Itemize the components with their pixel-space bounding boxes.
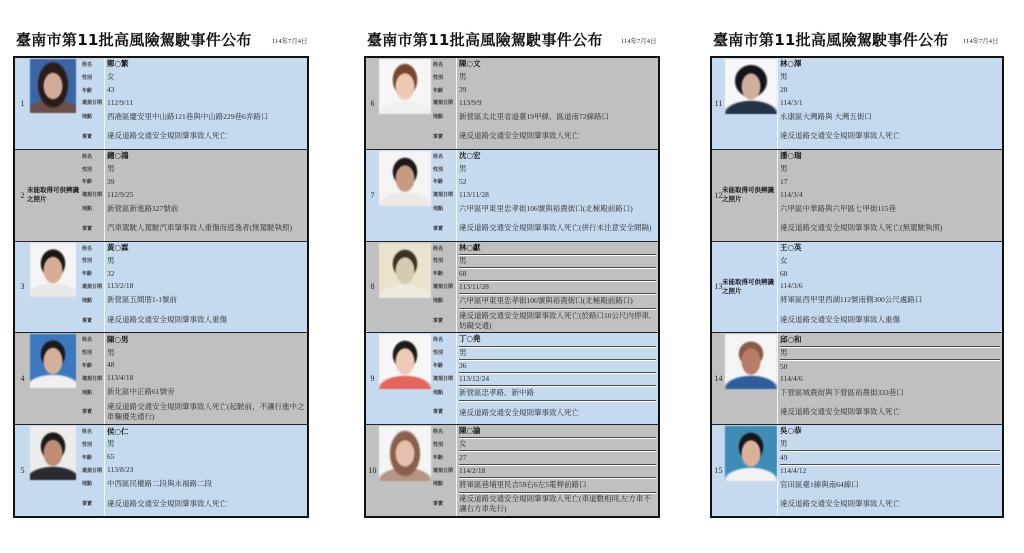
incident-row [15,242,307,333]
driver-name: 陳○文 [459,59,481,69]
label-gender: 性別 [82,74,93,81]
page-1 [0,0,330,553]
driver-name: 陳○男 [107,334,129,344]
field-labels [431,150,456,241]
label-fact: 事實 [82,409,93,416]
field-values [777,333,1002,424]
blurred-face-photo [379,334,431,389]
driver-name: 黃○霖 [107,243,129,252]
driver-gender: 男 [107,255,115,265]
driver-gender: 女 [459,438,656,451]
label-fact: 事實 [433,317,444,324]
page-3 [696,0,1024,553]
photo-cell [379,242,431,333]
row-number: 3 [20,282,25,292]
row-number: 11 [714,98,723,108]
label-age: 年齡 [82,362,93,369]
violation-date: 114/3/1 [780,97,803,107]
incident-table [710,56,1004,518]
field-labels [431,333,456,424]
publish-date: 114年7月4日 [963,38,999,45]
violation-fact: 違反道路交通安全規則肇事致人死亡(車道數相同,左方車不讓右方車先行) [459,494,651,514]
driver-name: 潘○瑞 [780,151,802,161]
label-fact: 事實 [433,501,444,508]
label-age: 年齡 [82,271,93,278]
field-values [777,150,1002,241]
label-age: 年齡 [82,454,93,461]
label-location: 地點 [82,481,93,488]
page-title: 臺南市第11批高風險駕駛事件公布 [713,31,949,49]
violation-fact: 違反道路交通安全規則肇事致人重傷 [780,315,900,325]
photo-cell [379,333,431,424]
label-date: 違規日期 [433,467,454,474]
field-labels [431,58,456,149]
label-location: 地點 [82,206,93,212]
field-labels [80,242,104,333]
driver-gender: 男 [107,164,115,174]
incident-row [15,150,307,241]
blurred-face-photo [379,151,431,206]
label-gender: 性別 [82,441,93,448]
driver-age: 68 [459,268,656,281]
label-location: 地點 [82,389,93,396]
label-fact: 事實 [433,225,444,232]
violation-location: 六甲區甲東里忠孝街106號與裕農街口(北極殿前路口) [459,203,633,213]
label-gender: 性別 [82,350,93,357]
field-values [777,242,1002,333]
incident-row [15,333,307,424]
violation-fact: 違反道路交通安全規則肇事致人重傷 [107,315,227,325]
driver-name: 侯○仁 [107,426,129,436]
violation-fact: 違反道路交通安全規則肇事致人死亡 [780,407,900,417]
blurred-face-photo [725,59,777,114]
violation-location: 中西區民權路二段與永福路二段 [107,478,212,488]
driver-gender: 女 [780,255,788,265]
violation-date: 114/2/18 [459,465,656,478]
field-values [456,242,658,333]
driver-gender: 男 [459,255,656,268]
violation-location: 六甲區甲東里忠孝街106號與裕農街口(北極殿前路口) [459,294,656,309]
label-gender: 性別 [82,166,93,173]
no-photo-note: 未能取得可供辨識之照片 [722,186,774,204]
violation-date: 114/4/12 [780,466,807,476]
driver-gender: 男 [459,72,467,82]
photo-cell [30,333,80,424]
label-location: 地點 [82,297,93,304]
blurred-face-photo [30,243,76,297]
label-fact: 事實 [433,133,444,140]
row-number: 15 [714,466,723,476]
violation-fact: 違反道路交通安全規則肇事致人死亡(於路口10公尺內停車,妨礙交通) [459,310,651,330]
label-location: 地點 [433,481,444,488]
label-age: 年齡 [82,87,93,94]
label-name: 姓名 [433,429,444,436]
violation-fact: 違反道路交通安全規則肇事致人死亡 [459,407,579,417]
photo-cell [379,425,431,516]
violation-location: 新營區忠孝路、新中路 [459,386,656,401]
violation-location: 將軍區巷埔里民吉59右6左5電桿前路口 [459,478,656,493]
field-values [456,333,658,424]
page-2 [350,0,680,553]
label-gender: 性別 [433,166,444,173]
row-number: 12 [714,190,723,200]
label-gender: 性別 [433,258,444,265]
label-age: 年齡 [433,179,444,186]
row-number: 10 [368,466,377,476]
driver-name: 邱○和 [780,333,1000,347]
violation-location: 新營區新進路327號前 [107,203,179,213]
driver-name: 林○澤 [780,59,802,69]
label-fact: 事實 [433,409,444,416]
label-age: 年齡 [433,362,444,369]
violation-date: 113/8/23 [107,465,134,475]
driver-name: 沈○宏 [459,151,481,161]
photo-cell [722,242,777,333]
field-values [777,425,1002,516]
label-fact: 事實 [82,225,93,232]
driver-gender: 男 [780,438,1000,452]
violation-date: 113/2/18 [107,281,134,291]
label-date: 違規日期 [82,192,103,199]
label-location: 地點 [82,114,93,121]
violation-fact: 汽車駕駛人駕駛汽車肇事致人重傷而逃逸者(無駕駛執照) [107,223,292,233]
driver-age: 32 [107,268,115,278]
label-fact: 事實 [82,501,93,508]
publish-date: 114年7月4日 [621,38,657,45]
field-labels [431,425,456,516]
driver-gender: 男 [107,347,115,357]
field-values [456,150,658,241]
violation-fact: 違反道路交通安全規則肇事致人死亡 [780,131,900,141]
label-location: 地點 [433,114,444,121]
incident-row [366,242,658,333]
label-name: 姓名 [82,61,93,68]
incident-row [712,150,1002,241]
driver-name: 吳○恭 [780,426,802,436]
driver-age: 39 [459,85,467,95]
blurred-face-photo [379,426,431,481]
violation-date: 112/9/11 [107,97,134,107]
photo-cell [725,425,777,516]
violation-fact: 違反道路交通安全規則肇事致人死亡 [780,498,900,508]
field-values [104,58,307,149]
row-number: 8 [370,282,375,292]
label-date: 違規日期 [82,283,103,290]
label-gender: 性別 [433,350,444,357]
label-age: 年齡 [433,271,444,278]
violation-fact: 違反道路交通安全規則肇事致人死亡 [459,131,579,141]
driver-age: 68 [780,268,788,278]
field-labels [80,150,104,241]
driver-age: 39 [107,176,115,186]
driver-age: 50 [780,361,788,371]
violation-date: 113/4/18 [107,373,134,383]
driver-gender: 男 [459,164,467,174]
incident-row [712,58,1002,149]
label-date: 違規日期 [433,192,454,199]
field-labels [80,58,104,149]
incident-row [15,425,307,516]
photo-cell [27,150,80,241]
driver-age: 52 [459,176,467,186]
driver-gender: 男 [459,347,656,360]
driver-gender: 女 [107,72,115,82]
driver-name: 鐘○鴻 [107,151,129,161]
label-date: 違規日期 [82,467,103,474]
violation-location: 永康區大灣路與 大灣五街口 [780,111,872,121]
label-location: 地點 [433,206,444,212]
label-name: 姓名 [82,429,93,436]
label-name: 姓名 [82,337,93,344]
label-fact: 事實 [82,317,93,324]
row-number: 4 [20,374,25,384]
driver-age: 65 [107,452,115,462]
label-name: 姓名 [82,245,93,252]
violation-date: 113/11/28 [459,189,489,199]
driver-age: 27 [459,451,656,464]
violation-fact: 違反道路交通安全規則肇事致人死亡(起駛前，不讓行進中之車輛優先通行) [107,401,305,421]
label-name: 姓名 [433,245,444,252]
incident-row [366,150,658,241]
incident-row [15,58,307,149]
incident-table [364,56,660,518]
field-values [104,425,307,516]
field-values [104,150,307,241]
violation-date: 113/11/28 [459,281,656,294]
label-gender: 性別 [433,441,444,448]
violation-date: 114/3/4 [780,189,803,199]
driver-age: 48 [107,360,115,370]
driver-name: 王○英 [780,243,802,252]
violation-location: 官田區臺1線與南64線口 [780,479,859,489]
no-photo-note: 未能取得可供辨識之照片 [27,186,79,204]
violation-location: 新化區中正路61號旁 [107,387,175,397]
violation-location: 西港區慶安里中山路121巷與中山路229巷6弄路口 [107,111,269,121]
photo-cell [725,333,777,424]
violation-date: 113/9/9 [459,97,482,107]
label-gender: 性別 [433,74,444,81]
violation-location: 下營區城農街與下營區裕農街333巷口 [780,387,904,397]
field-labels [80,425,104,516]
label-age: 年齡 [82,179,93,186]
label-date: 違規日期 [82,100,103,107]
field-values [104,333,307,424]
photo-cell [722,150,777,241]
driver-age: 28 [780,85,788,95]
blurred-face-photo [30,426,76,480]
driver-age: 49 [780,451,1000,465]
photo-cell [725,58,777,149]
violation-date: 114/3/6 [780,281,803,291]
row-number: 9 [370,374,375,384]
label-name: 姓名 [433,61,444,68]
row-number: 6 [370,98,375,108]
label-date: 違規日期 [433,283,454,290]
blurred-face-photo [30,334,76,388]
label-location: 地點 [433,389,444,396]
driver-age: 36 [459,360,656,373]
driver-name: 鄭○繁 [107,59,129,69]
blurred-face-photo [725,334,777,389]
photo-cell [379,58,431,149]
violation-date: 113/12/24 [459,373,656,386]
incident-row [366,425,658,516]
row-number: 2 [20,190,25,200]
incident-row [366,333,658,424]
publish-date: 114年7月4日 [272,38,308,45]
driver-gender: 男 [780,164,788,174]
label-date: 違規日期 [82,375,103,382]
blurred-face-photo [30,59,76,113]
violation-fact: 違反道路交通安全規則肇事致人死亡 [107,131,227,141]
incident-row [712,333,1002,424]
driver-name: 陳○諭 [459,425,656,438]
blurred-face-photo [379,59,431,114]
label-name: 姓名 [433,337,444,344]
row-number: 1 [20,98,25,108]
photo-cell [379,150,431,241]
driver-gender: 男 [107,439,115,449]
photo-cell [30,242,80,333]
label-name: 姓名 [433,153,444,160]
page-title: 臺南市第11批高風險駕駛事件公布 [367,31,603,49]
driver-age: 43 [107,85,115,95]
no-photo-note: 未能取得可供辨識之照片 [722,277,774,295]
field-values [777,58,1002,149]
driver-age: 17 [780,176,788,186]
label-age: 年齡 [433,454,444,461]
field-values [456,58,658,149]
row-number: 14 [714,374,723,384]
blurred-face-photo [379,243,431,298]
row-number: 13 [714,282,723,292]
driver-gender: 男 [780,72,788,82]
violation-fact: 違反道路交通安全規則肇事致人死亡 [107,498,227,508]
label-gender: 性別 [82,258,93,265]
violation-date: 114/4/6 [780,374,803,384]
incident-row [712,425,1002,516]
photo-cell [30,425,80,516]
violation-fact: 違反道路交通安全規則肇事致人死亡(併行未注意安全間隔) [459,223,652,233]
field-values [104,242,307,333]
driver-name: 丁○堯 [459,333,656,346]
page-title: 臺南市第11批高風險駕駛事件公布 [16,31,252,49]
label-date: 違規日期 [433,375,454,382]
row-number: 7 [370,190,375,200]
label-fact: 事實 [82,133,93,140]
field-labels [431,242,456,333]
blurred-face-photo [725,426,777,481]
incident-table [13,56,309,518]
row-number: 5 [20,466,25,476]
field-labels [80,333,104,424]
violation-location: 新營區太北里省道臺19甲線、區道南72線路口 [459,111,609,121]
incident-row [712,242,1002,333]
violation-location: 將軍區西甲里西湖112號南側300公尺處路口 [780,295,923,305]
label-name: 姓名 [82,153,93,160]
driver-name: 林○獻 [459,242,656,255]
violation-date: 112/9/25 [107,189,134,199]
violation-location: 六甲區中華路與六甲區七甲街115巷 [780,203,896,213]
photo-cell [30,58,80,149]
label-age: 年齡 [433,87,444,94]
incident-row [366,58,658,149]
driver-gender: 男 [780,347,1000,361]
violation-location: 新營區五間厝1-1號前 [107,295,177,305]
violation-fact: 違反道路交通安全規則肇事致人死亡(無駕駛執照) [780,223,943,233]
label-location: 地點 [433,297,444,304]
label-date: 違規日期 [433,100,454,107]
field-values [456,425,658,516]
